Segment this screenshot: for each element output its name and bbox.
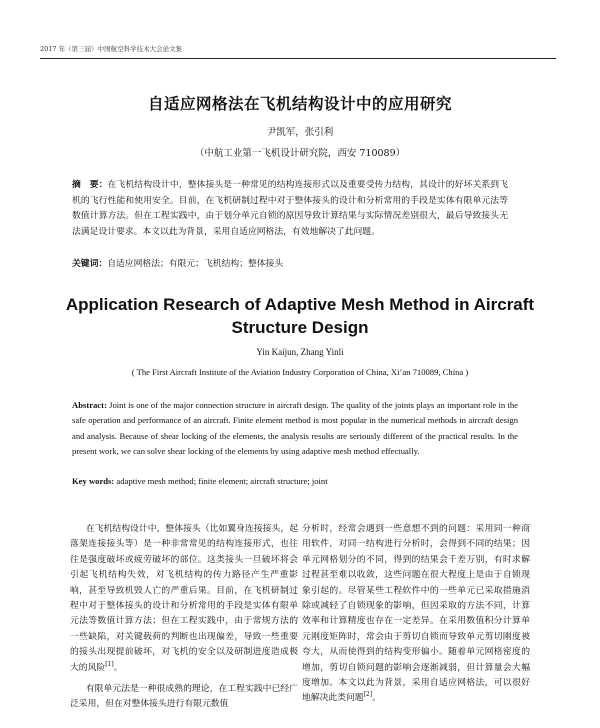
body-column-right (302, 522, 530, 707)
chinese-abstract (72, 178, 508, 240)
english-abstract-text: Joint is one of the major connection structure in aircraft design. The quality of the joints plays an important role in the safe operation and performance of an aircraft. Finite element method is most popular in the numerical methods in aircraft design and analysis. Because of shear locking of the elements, the analysis results are seriously different of the practical results. In the present work, we can solve shear locking of the elements by using adaptive mesh method effectually. (72, 400, 518, 456)
body-text: 。 (113, 662, 123, 673)
english-abstract-label: Abstract: (72, 400, 107, 410)
english-authors: Yin Kaijun, Zhang Yinli (256, 347, 344, 357)
citation-ref: [1] (105, 660, 114, 668)
english-abstract (72, 398, 518, 459)
english-keywords-label: Key words: (72, 476, 115, 486)
chinese-authors: 尹凯军，张引利 (266, 127, 334, 138)
chinese-affiliation: （中航工业第一飞机设计研究院，西安 710089） (194, 148, 406, 159)
chinese-keywords-text: 自适应网格法；有限元；飞机结构；整体接头 (107, 259, 284, 269)
citation-ref: [2] (363, 691, 373, 699)
chinese-abstract-label: 摘 要： (72, 180, 108, 190)
body-text: 分析时，经常会遇到一些意想不到的问题：采用同一种商用软件，对同一结构进行分析时，会得到不同的结果；因单元网格划分的不同，得到的结果会千差万别，有时求解过程甚至难以收敛，这些问题在很大程度上是由于自锁现象引起的。尽管某些工程软件中的一些单元已采取措施消除或减轻了自锁现象的影响，但因采取的方法不同，计算效率和计算精度也存在一定差异。在采用数值积分计算单元刚度矩阵时，常会由于剪切自锁而导致单元剪切刚度被夸大，从而使得到的结构变形偏小。随着单元网格密度的增加，剪切自锁问题的影响会逐渐减弱，但计算量会大幅度增加。本文以此为背景，采用自适应网格法，可以很好地解决此类问题 (302, 524, 530, 704)
english-keywords (72, 474, 518, 489)
body-paragraph (302, 522, 530, 707)
body-paragraph: 有限单元法是一种很成熟的理论，在工程实践中已经广泛采用，但在对整体接头进行有限元数值 (70, 684, 298, 710)
body-text: 在飞机结构设计中，整体接头（比如翼身连接接头，起落架连接接头等）是一种非常常见的结构连接形式，也往往是强度破坏或疲劳破坏的部位。这类接头一旦破坏将会引起飞机结构失效，对飞机结构的传力路径产生严重影响，甚至导致机毁人亡的严重后果。目前，在飞机研制过程中对于整体接头的设计和分析常用的手段是实体有限单元法等数值计算方法；但在工程实践中，由于常规方法的一些缺陷，对关键载荷的判断也出现偏差，导致一些重要的接头出现提前破坏，对飞机的安全以及研制进度造成极大的风险 (70, 524, 298, 673)
running-header: 2017 年（第三届）中国航空科学技术大会论文集 (40, 45, 183, 53)
body-text: 。 (372, 693, 381, 704)
body-column-left (70, 522, 298, 713)
chinese-title: 自适应网格法在飞机结构设计中的应用研究 (147, 94, 452, 113)
chinese-abstract-text: 在飞机结构设计中，整体接头是一种常见的结构连接形式以及重要受传力结构，其设计的好坏关系到飞机的飞行性能和使用安全。目前，在飞机研制过程中对于整体接头的设计和分析常用的手段是实体有限单元法等数值计算方法。但在工程实践中，由于划分单元自锁的原因导致计算结果与实际情况差别很大，最后导致接头无法满足设计要求。本文以此为背景，采用自适应网格法，有效地解决了此问题。 (72, 180, 508, 237)
english-keywords-text: adaptive mesh method; finite element; aircraft structure; joint (116, 476, 328, 486)
chinese-keywords (72, 257, 508, 272)
body-paragraph (70, 522, 298, 676)
header-rule (40, 58, 556, 59)
english-affiliation: ( The First Aircraft Institute of the Aviation Industry Corporation of China, Xi’an 710089, China ) (131, 367, 469, 377)
chinese-keywords-label: 关键词： (72, 259, 108, 269)
english-title: Application Research of Adaptive Mesh Method in Aircraft Structure Design (65, 295, 535, 337)
